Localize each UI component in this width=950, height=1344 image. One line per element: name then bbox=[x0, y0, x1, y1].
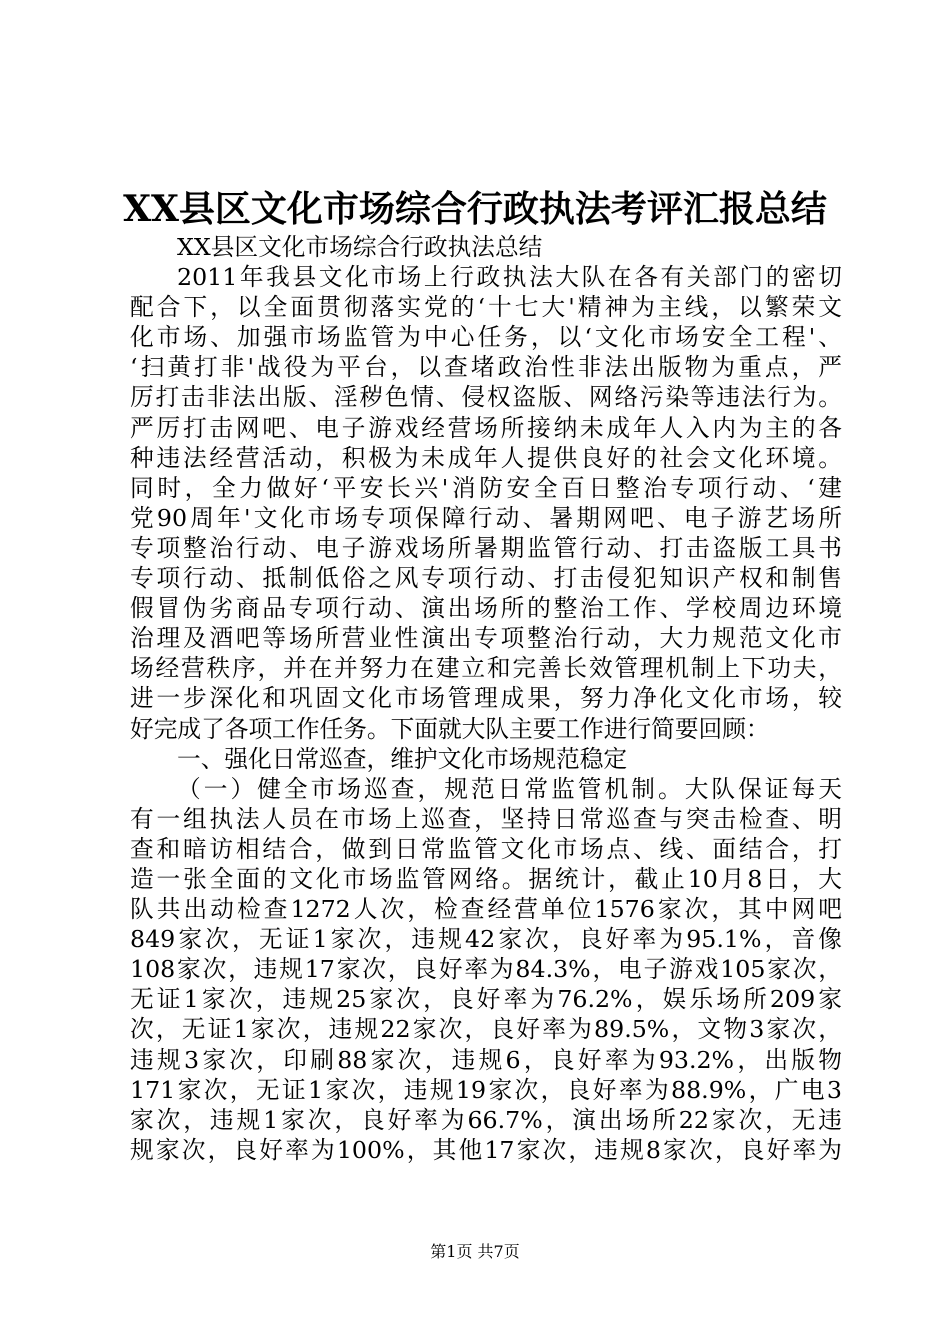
paragraph-line: 2011年我县文化市场上行政执法大队在各有关部门的密切 bbox=[177, 263, 842, 292]
paragraph-line: 违规3家次，印刷88家次，违规6，良好率为93.2%，出版物 bbox=[130, 1045, 842, 1074]
paragraph-line: 种违法经营活动，积极为未成年人提供良好的社会文化环境。 bbox=[130, 443, 842, 472]
page-footer: 第1页 共7页 bbox=[430, 1242, 520, 1261]
paragraph-line: 规家次，良好率为100%，其他17家次，违规8家次，良好率为 bbox=[130, 1135, 842, 1164]
paragraph-line: 场经营秩序，并在并努力在建立和完善长效管理机制上下功夫， bbox=[130, 654, 842, 683]
paragraph-line: 治理及酒吧等场所营业性演出专项整治行动，大力规范文化市 bbox=[130, 624, 842, 653]
paragraph-line: 假冒伪劣商品专项行动、演出场所的整治工作、学校周边环境 bbox=[130, 594, 842, 623]
document-body bbox=[130, 232, 842, 1165]
paragraph-line: 好完成了各项工作任务。下面就大队主要工作进行简要回顾： bbox=[130, 714, 770, 743]
paragraph-line: 专项整治行动、电子游戏场所暑期监管行动、打击盗版工具书 bbox=[130, 533, 842, 562]
paragraph-line: 同时，全力做好‘平安长兴'消防安全百日整治专项行动、‘建 bbox=[130, 473, 842, 502]
paragraph-line: 查和暗访相结合，做到日常监管文化市场点、线、面结合，打 bbox=[130, 834, 842, 863]
paragraph-line: 化市场、加强市场监管为中心任务，以‘文化市场安全工程'、 bbox=[130, 323, 842, 352]
paragraph-line: 党90周年'文化市场专项保障行动、暑期网吧、电子游艺场所 bbox=[130, 503, 842, 532]
paragraph-line: 严厉打击网吧、电子游戏经营场所接纳未成年人入内为主的各 bbox=[130, 413, 842, 442]
paragraph-line: 有一组执法人员在市场上巡查，坚持日常巡查与突击检查、明 bbox=[130, 804, 842, 833]
paragraph-line: 专项行动、抵制低俗之风专项行动、打击侵犯知识产权和制售 bbox=[130, 564, 842, 593]
paragraph-line: 队共出动检查1272人次，检查经营单位1576家次，其中网吧 bbox=[130, 895, 842, 924]
paragraph-line: 进一步深化和巩固文化市场管理成果，努力净化文化市场，较 bbox=[130, 684, 842, 713]
paragraph-line: 次，无证1家次，违规22家次，良好率为89.5%，文物3家次， bbox=[130, 1015, 842, 1044]
paragraph-line: 配合下，以全面贯彻落实党的‘十七大'精神为主线，以繁荣文 bbox=[130, 293, 842, 322]
paragraph-line: ‘扫黄打非'战役为平台，以查堵政治性非法出版物为重点，严 bbox=[130, 353, 842, 382]
paragraph-line: 171家次，无证1家次，违规19家次，良好率为88.9%，广电3 bbox=[130, 1075, 842, 1104]
paragraph-line: 家次，违规1家次，良好率为66.7%，演出场所22家次，无违 bbox=[130, 1105, 842, 1134]
paragraph-line: （一）健全市场巡查，规范日常监管机制。大队保证每天 bbox=[177, 774, 842, 803]
document-title: XX县区文化市场综合行政执法考评汇报总结 bbox=[123, 188, 827, 230]
paragraph-line: 108家次，违规17家次，良好率为84.3%，电子游戏105家次， bbox=[130, 955, 842, 984]
paragraph-line: 造一张全面的文化市场监管网络。据统计，截止10月8日，大 bbox=[130, 864, 842, 893]
paragraph-line: 849家次，无证1家次，违规42家次，良好率为95.1%，音像 bbox=[130, 925, 842, 954]
paragraph-line: 无证1家次，违规25家次，良好率为76.2%，娱乐场所209家 bbox=[130, 985, 842, 1014]
paragraph-line: 厉打击非法出版、淫秽色情、侵权盗版、网络污染等违法行为。 bbox=[130, 383, 842, 412]
paragraph-line: 一、强化日常巡查，维护文化市场规范稳定 bbox=[177, 744, 628, 773]
paragraph-line: XX县区文化市场综合行政执法总结 bbox=[177, 233, 543, 261]
